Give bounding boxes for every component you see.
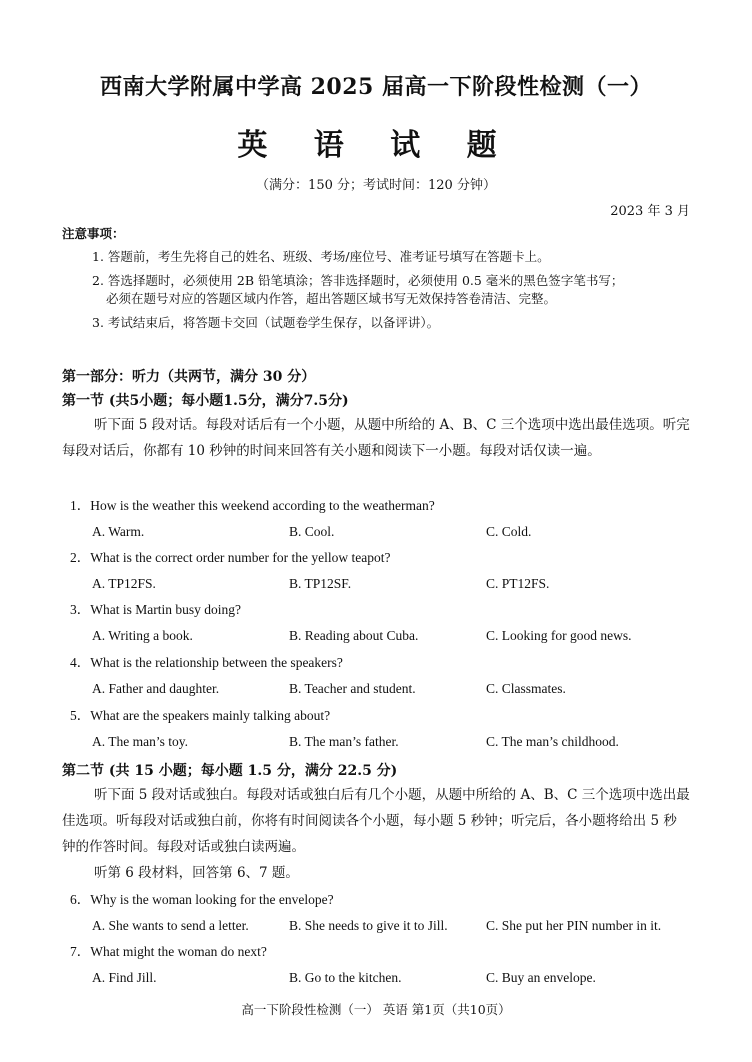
part1-title: 第一部分：听力（共两节，满分 30 分） [62, 369, 316, 385]
option-c: C. Buy an envelope. [486, 970, 596, 985]
section1-instructions: 听下面 5 段对话。每段对话后有一个小题，从题中所给的 A、B、C 三个选项中选出最佳选项。听完每段对话后，你都有 10 秒钟的时间来回答有关小题和阅读下一小题。每段对话仅读一遍。 [62, 417, 690, 459]
question-stem: 1．How is the weather this weekend according to the weatherman? [70, 498, 435, 513]
question-stem: 2．What is the correct order number for the yellow teapot? [70, 550, 391, 565]
notes-block [62, 224, 692, 338]
note-item [62, 248, 692, 266]
exam-meta: （满分：150 分；考试时间：120 分钟） [256, 178, 496, 193]
option-c: C. She put her PIN number in it. [486, 918, 662, 933]
subject-title: 英 语 试 题 [237, 128, 515, 163]
option-b: B. The man’s father. [289, 734, 399, 749]
question-3 [62, 597, 692, 649]
option-b: B. Reading about Cuba. [289, 628, 419, 643]
note-text: 2. 答选择题时，必须使用 2B 铅笔填涂；答非选择题时，必须使用 0.5 毫米的黑色签字笔书写； [92, 273, 624, 288]
note-continuation: 必须在题号对应的答题区域内作答，超出答题区域书写无效保持答卷清洁、完整。 [106, 291, 557, 306]
question-stem: 7．What might the woman do next? [70, 944, 267, 959]
question-stem: 3．What is Martin busy doing? [70, 602, 241, 617]
option-a: A. Writing a book. [92, 628, 193, 643]
option-a: A. She wants to send a letter. [92, 918, 249, 933]
option-b: B. She needs to give it to Jill. [289, 918, 448, 933]
question-stem: 6．Why is the woman looking for the envelope? [70, 892, 334, 907]
option-b: B. Teacher and student. [289, 681, 416, 696]
note-text: 1. 答题前，考生先将自己的姓名、班级、考场/座位号、准考证号填写在答题卡上。 [92, 249, 550, 264]
option-b: B. TP12SF. [289, 576, 352, 591]
option-c: C. Cold. [486, 524, 532, 539]
option-c: C. Looking for good news. [486, 628, 632, 643]
material-note: 听第 6 段材料，回答第 6、7 题。 [94, 865, 299, 881]
page-footer: 高一下阶段性检测（一） 英语 第1页（共10页） [241, 1002, 511, 1017]
note-item [62, 272, 692, 308]
option-b: B. Go to the kitchen. [289, 970, 402, 985]
option-c: C. PT12FS. [486, 576, 550, 591]
question-1 [62, 493, 692, 545]
note-item [62, 314, 692, 332]
option-b: B. Cool. [289, 524, 335, 539]
exam-title: 西南大学附属中学高 2025 届高一下阶段性检测（一） [99, 74, 653, 100]
question-5 [62, 703, 692, 755]
question-2 [62, 545, 692, 597]
section2-instructions: 听下面 5 段对话或独白。每段对话或独白后有几个小题，从题中所给的 A、B、C 三个选项中选出最佳选项。听每段对话或独白前，你将有时间阅读各个小题，每小题 5 秒钟；听完后，各小题将给出 5 秒钟的作答时间。每段对话或独白读两遍。 [62, 787, 690, 855]
question-stem: 4．What is the relationship between the speakers? [70, 655, 343, 670]
option-a: A. Warm. [92, 524, 145, 539]
option-c: C. Classmates. [486, 681, 566, 696]
question-7 [62, 939, 692, 991]
notes-heading: 注意事项： [62, 226, 125, 241]
option-a: A. The man’s toy. [92, 734, 188, 749]
option-a: A. Find Jill. [92, 970, 157, 985]
section2-title: 第二节 (共 15 小题；每小题 1.5 分，满分 22.5 分) [62, 763, 398, 779]
section1-title: 第一节 (共5小题；每小题1.5分，满分7.5分) [62, 393, 349, 409]
option-c: C. The man’s childhood. [486, 734, 619, 749]
question-4 [62, 650, 692, 702]
option-a: A. TP12FS. [92, 576, 156, 591]
question-6 [62, 887, 692, 939]
question-stem: 5．What are the speakers mainly talking about? [70, 708, 331, 723]
exam-date: 2023 年 3 月 [610, 204, 690, 219]
option-a: A. Father and daughter. [92, 681, 220, 696]
note-text: 3. 考试结束后，将答题卡交回（试题卷学生保存，以备评讲）。 [92, 315, 440, 330]
